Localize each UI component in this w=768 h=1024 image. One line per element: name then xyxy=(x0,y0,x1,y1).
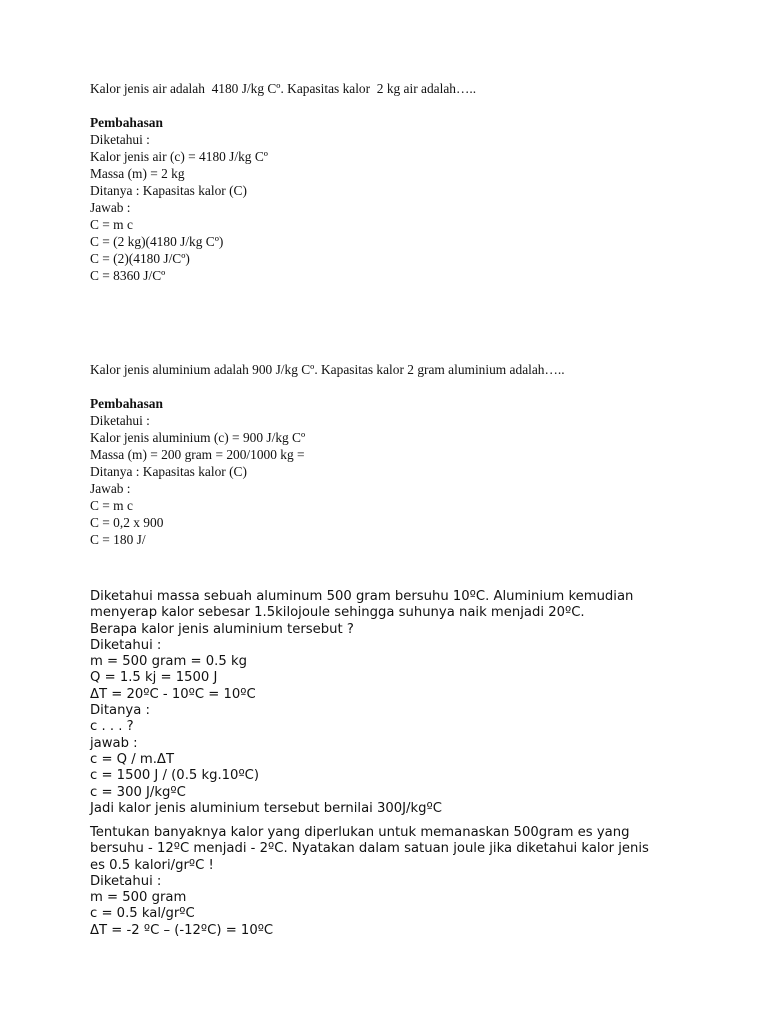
text-line: Ditanya : Kapasitas kalor (C) xyxy=(90,464,247,479)
text-line: Diketahui : xyxy=(90,413,150,428)
text-line: Kalor jenis air (c) = 4180 J/kg Cº xyxy=(90,149,268,164)
text-line: Massa (m) = 200 gram = 200/1000 kg = xyxy=(90,447,305,462)
text-line: C = 8360 J/Cº xyxy=(90,268,166,283)
text-line: Ditanya : xyxy=(90,703,150,719)
text-line: ΔT = 20ºC - 10ºC = 10ºC xyxy=(90,686,256,702)
text-line: c = 0.5 kal/grºC xyxy=(90,906,195,922)
text-line: Diketahui : xyxy=(90,637,162,653)
text-line: m = 500 gram xyxy=(90,890,187,906)
text-line: Ditanya : Kapasitas kalor (C) xyxy=(90,183,247,198)
text-line: Diketahui : xyxy=(90,873,162,889)
text-line: Kalor jenis aluminium (c) = 900 J/kg Cº xyxy=(90,430,306,445)
text-line: Massa (m) = 2 kg xyxy=(90,166,185,181)
section-1 xyxy=(90,80,730,284)
text-line: C = m c xyxy=(90,498,133,513)
text-line: C = (2)(4180 J/Cº) xyxy=(90,251,190,266)
question-text: Kalor jenis aluminium adalah 900 J/kg Cº. Kapasitas kalor 2 gram aluminium adalah….. xyxy=(90,362,565,377)
text-line: menyerap kalor sebesar 1.5kilojoule sehingga suhunya naik menjadi 20ºC. xyxy=(90,605,585,621)
text-line: c . . . ? xyxy=(90,719,134,735)
section-2 xyxy=(90,361,730,548)
question-text: Kalor jenis air adalah 4180 J/kg Cº. Kapasitas kalor 2 kg air adalah….. xyxy=(90,81,477,96)
text-line: jawab : xyxy=(90,735,138,751)
text-line: c = 300 J/kgºC xyxy=(90,784,186,800)
text-line: Jadi kalor jenis aluminium tersebut bernilai 300J/kgºC xyxy=(90,800,442,816)
text-line: bersuhu - 12ºC menjadi - 2ºC. Nyatakan dalam satuan joule jika diketahui kalor jenis xyxy=(90,841,649,857)
section-3 xyxy=(90,589,730,817)
text-line: m = 500 gram = 0.5 kg xyxy=(90,654,247,670)
text-line: Tentukan banyaknya kalor yang diperlukan untuk memanaskan 500gram es yang xyxy=(90,825,630,840)
text-line: es 0.5 kalori/grºC ! xyxy=(90,857,214,873)
text-line: ΔT = -2 ºC – (-12ºC) = 10ºC xyxy=(90,922,274,938)
text-line: C = 180 J/ xyxy=(90,532,146,547)
text-line: c = 1500 J / (0.5 kg.10ºC) xyxy=(90,768,260,784)
text-line: Jawab : xyxy=(90,200,131,215)
text-line: C = (2 kg)(4180 J/kg Cº) xyxy=(90,234,224,249)
section-4 xyxy=(90,825,730,939)
text-line: C = m c xyxy=(90,217,133,232)
text-line: Q = 1.5 kj = 1500 J xyxy=(90,670,218,686)
section-heading: Pembahasan xyxy=(90,396,163,411)
text-line: c = Q / m.ΔT xyxy=(90,751,175,767)
text-line: Jawab : xyxy=(90,481,131,496)
text-line: Diketahui : xyxy=(90,132,150,147)
text-line: C = 0,2 x 900 xyxy=(90,515,164,530)
text-line: Diketahui massa sebuah aluminum 500 gram bersuhu 10ºC. Aluminium kemudian xyxy=(90,589,634,604)
section-heading: Pembahasan xyxy=(90,115,163,130)
text-line: Berapa kalor jenis aluminium tersebut ? xyxy=(90,621,354,637)
